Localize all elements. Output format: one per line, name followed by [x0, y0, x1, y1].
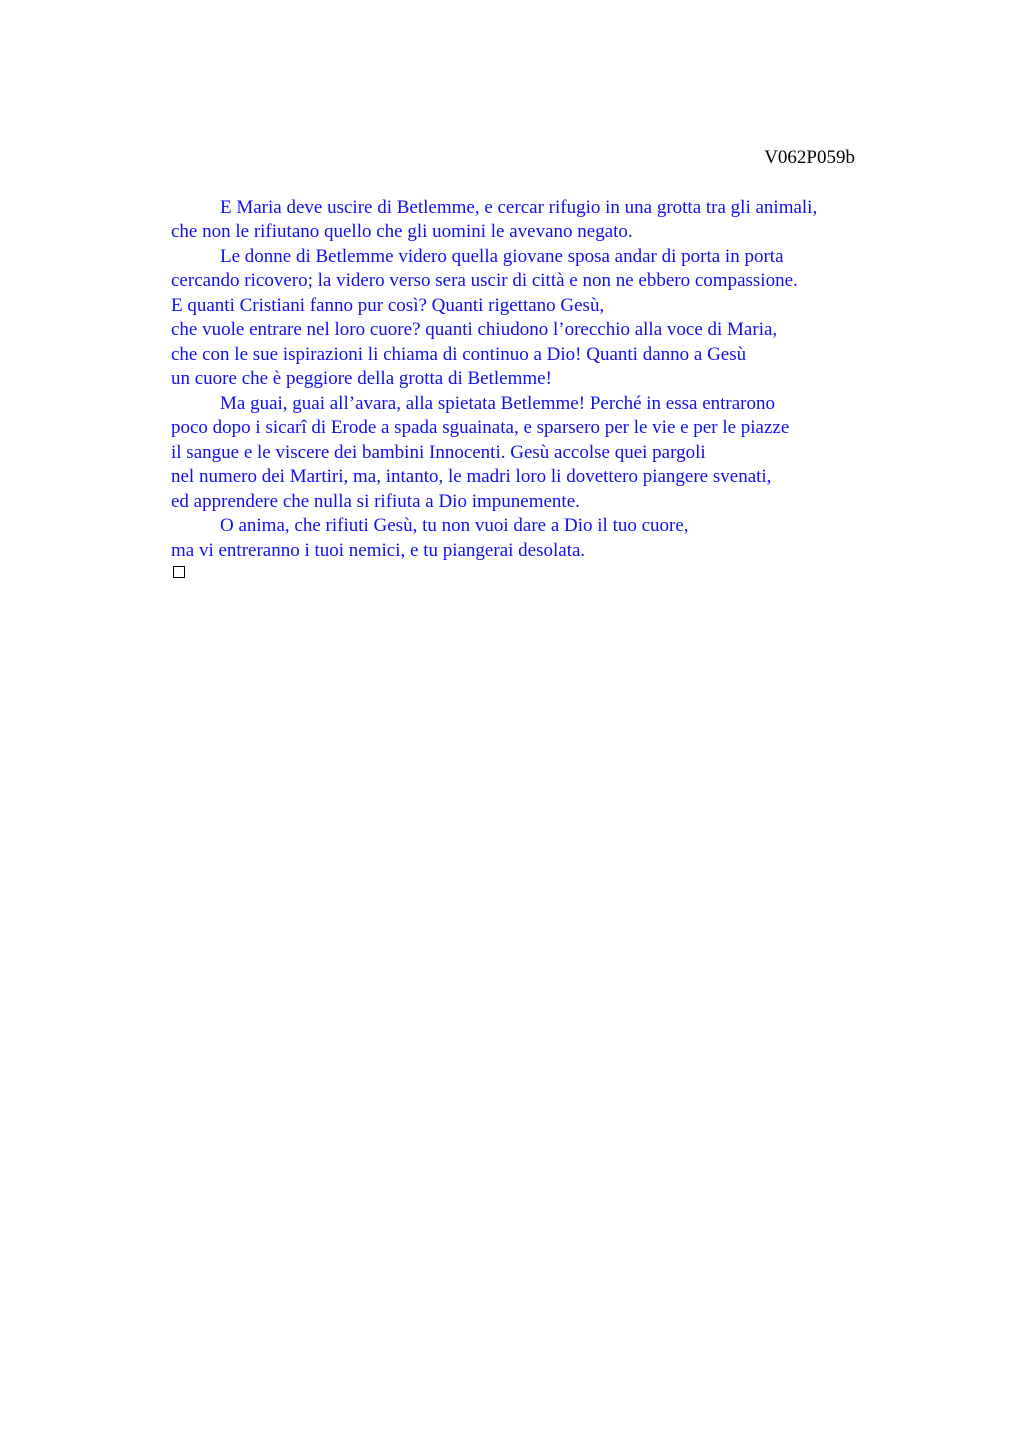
text-line: O anima, che rifiuti Gesù, tu non vuoi dare a Dio il tuo cuore,	[220, 515, 689, 536]
text-line: E quanti Cristiani fanno pur così? Quanti rigettano Gesù,	[171, 294, 605, 316]
text-line: il sangue e le viscere dei bambini Innocenti. Gesù accolse quei pargoli	[171, 441, 706, 463]
text-line: ma vi entreranno i tuoi nemici, e tu piangerai desolata.	[171, 539, 586, 561]
text-line: Ma guai, guai all’avara, alla spietata Betlemme! Perché in essa entrarono	[220, 392, 775, 414]
text-line: che non le rifiutano quello che gli uomini le avevano negato.	[171, 221, 633, 242]
text-line: un cuore che è peggiore della grotta di Betlemme!	[171, 368, 552, 389]
text-line: che vuole entrare nel loro cuore? quanti chiudono l’orecchio alla voce di Maria,	[171, 319, 778, 340]
text-line: che con le sue ispirazioni li chiama di continuo a Dio! Quanti danno a Gesù	[171, 343, 747, 365]
text-line: ed apprendere che nulla si rifiuta a Dio impunemente.	[171, 490, 580, 512]
body-text	[171, 196, 891, 564]
square-outline-icon	[173, 566, 185, 578]
text-line: nel numero dei Martiri, ma, intanto, le madri loro li dovettero piangere svenati,	[171, 466, 772, 487]
text-line: E Maria deve uscire di Betlemme, e cercar rifugio in una grotta tra gli animali,	[220, 196, 818, 218]
text-line: Le donne di Betlemme videro quella giovane sposa andar di porta in porta	[220, 245, 784, 267]
text-line: cercando ricovero; la videro verso sera uscir di città e non ne ebbero compassione.	[171, 270, 798, 291]
text-line: poco dopo i sicarî di Erode a spada sguainata, e sparsero per le vie e per le piazze	[171, 417, 790, 438]
page-id-label: V062P059b	[764, 147, 855, 168]
